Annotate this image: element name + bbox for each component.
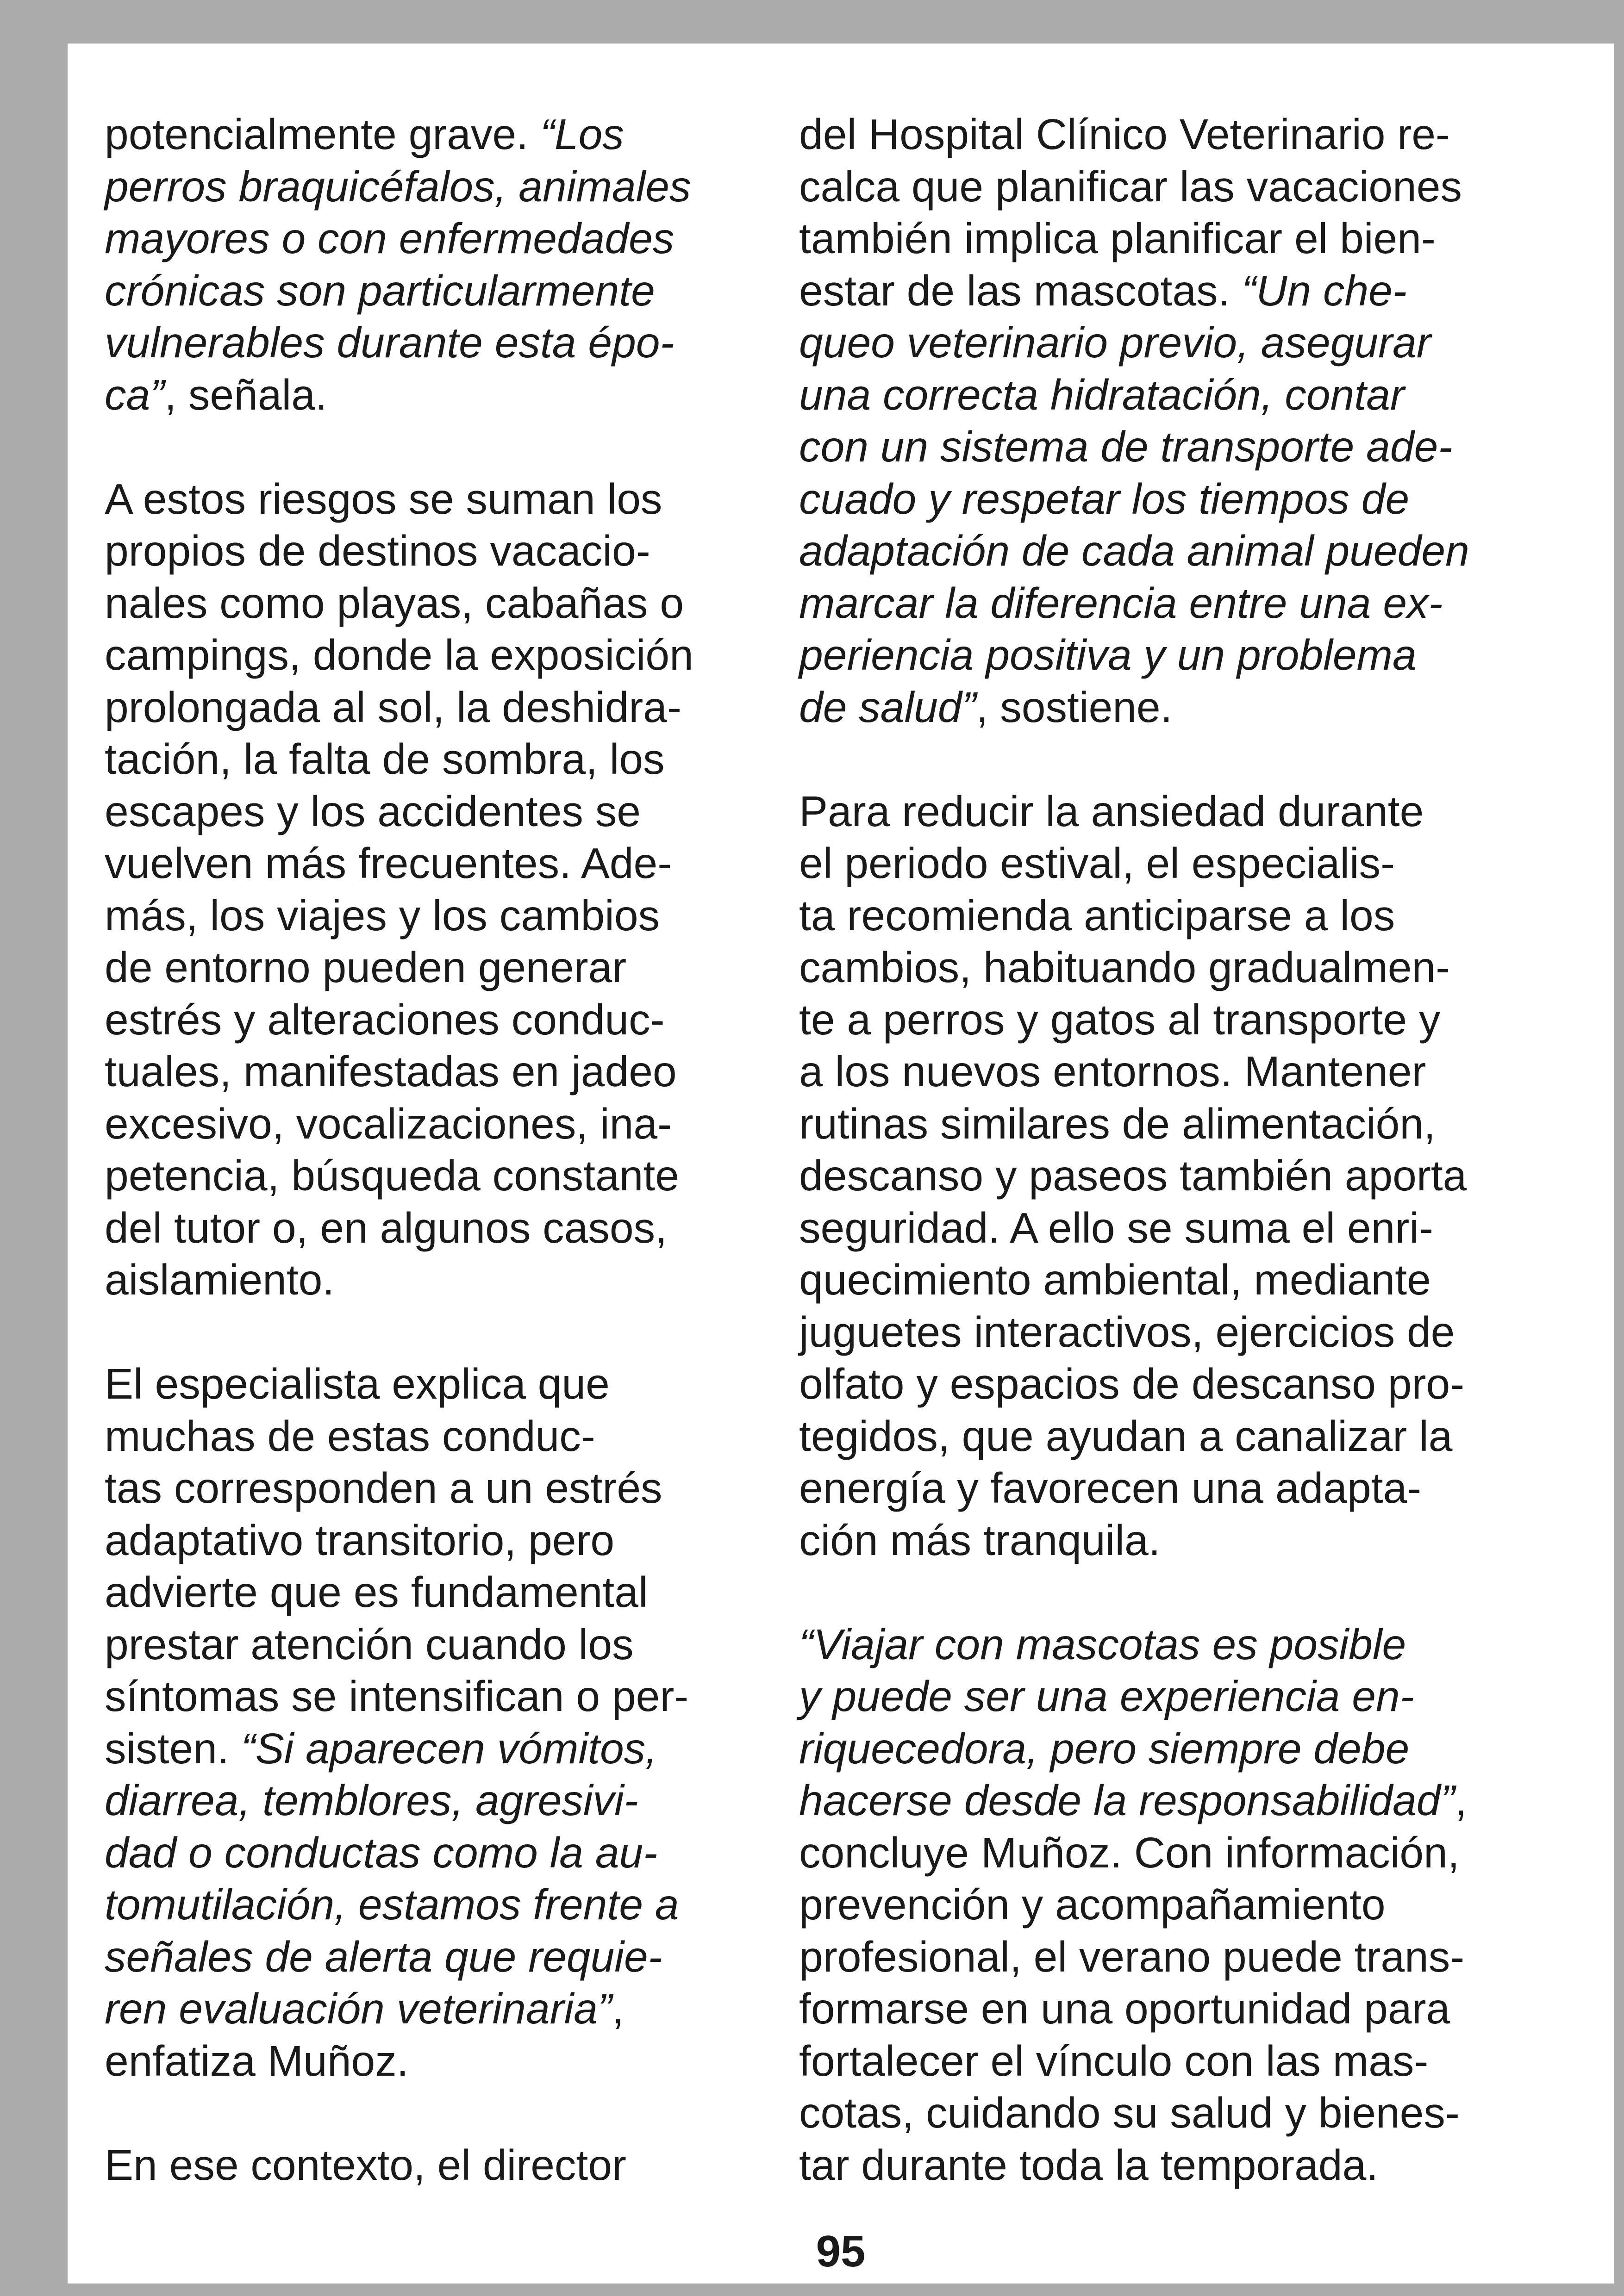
text-line [799,1879,1558,1931]
text-line [105,1774,771,1827]
text-line [105,941,771,994]
text-run: ta recomienda anticiparse a los [799,891,1395,940]
text-line [799,890,1558,942]
text-line [799,577,1558,629]
text-run: seguridad. A ello se suma el enri- [799,1203,1433,1252]
text-run: cambios, habituando gradualmen- [799,943,1450,991]
text-line [799,785,1558,838]
text-run: prestar atención cuando los [105,1620,634,1668]
text-run: más, los viajes y los cambios [105,891,660,940]
text-line [105,161,771,213]
text-line [105,1827,771,1879]
text-run: nales como playas, cabañas o [105,579,684,627]
text-line [799,421,1558,473]
paragraph [799,108,1558,733]
text-line [105,1254,771,1306]
text-run: juguetes interactivos, ejercicios de [799,1307,1455,1356]
italic-quote-run: adaptación de cada animal pueden [799,527,1469,575]
text-line [799,265,1558,317]
text-line [799,1670,1558,1723]
text-run: energía y favorecen una adapta- [799,1464,1422,1512]
text-run: tación, la falta de sombra, los [105,735,665,783]
text-line [105,1514,771,1567]
text-line [799,525,1558,577]
text-run: , [612,1985,624,2033]
text-line [105,1462,771,1514]
italic-quote-run: “Si aparecen vómitos, [241,1724,658,1773]
text-line [105,1358,771,1410]
text-line [799,1358,1558,1410]
text-run: de entorno pueden generar [105,943,627,991]
text-run: , sostiene. [976,683,1173,731]
text-line [799,161,1558,213]
paragraph [799,1618,1558,2191]
text-line [105,317,771,369]
page-number: 95 [816,2227,866,2276]
text-run: , señala. [164,370,327,419]
italic-quote-run: señales de alerta que requie- [105,1932,662,1981]
italic-quote-run: hacerse desde la responsabilidad” [799,1776,1455,1824]
text-line [105,1723,771,1775]
italic-quote-run: crónicas son particularmente [105,266,655,315]
text-line [799,941,1558,994]
text-run: síntomas se intensifican o per- [105,1672,689,1720]
text-line [105,890,771,942]
text-line [105,1098,771,1150]
text-line [105,108,771,161]
text-line [105,1045,771,1098]
text-run: A estos riesgos se suman los [105,474,662,523]
text-line [105,212,771,265]
text-run: advierte que es fundamental [105,1568,648,1616]
text-line [799,473,1558,525]
left-text-column [105,108,771,2243]
document-page [68,44,1614,2284]
text-line [105,1150,771,1202]
text-line [105,369,771,421]
text-run: El especialista explica que [105,1360,610,1408]
text-run: descanso y paseos también aporta [799,1151,1467,1200]
text-run: quecimiento ambiental, mediante [799,1256,1431,1304]
text-run: potencialmente grave. [105,110,540,158]
text-line [799,1462,1558,1514]
text-line [799,1514,1558,1567]
text-run: tegidos, que ayudan a canalizar la [799,1412,1453,1460]
italic-quote-run: vulnerables durante esta épo- [105,318,675,367]
text-line [799,369,1558,421]
text-run: profesional, el verano puede trans- [799,1932,1465,1981]
text-run: prolongada al sol, la deshidra- [105,683,681,731]
text-line [799,212,1558,265]
text-run: estar de las mascotas. [799,266,1242,315]
text-run: sisten. [105,1724,241,1773]
text-run: también implica planificar el bien- [799,214,1436,262]
text-line [105,1566,771,1618]
paragraph [105,2139,771,2191]
italic-quote-run: queo veterinario previo, asegurar [799,318,1431,367]
text-line [105,1983,771,2035]
text-run: enfatiza Muñoz. [105,2036,409,2085]
text-line [105,1670,771,1723]
text-line [799,1045,1558,1098]
text-line [105,1410,771,1462]
text-line [799,1410,1558,1462]
text-run: a los nuevos entornos. Mantener [799,1047,1426,1095]
text-line [105,837,771,890]
text-line [105,1202,771,1254]
text-run: concluye Muñoz. Con información, [799,1828,1460,1877]
text-line [799,1774,1558,1827]
text-run: aislamiento. [105,1256,335,1304]
text-run: adaptativo transitorio, pero [105,1516,615,1564]
text-line [799,108,1558,161]
text-line [105,265,771,317]
text-run: cotas, cuidando su salud y bienes- [799,2089,1460,2137]
text-run: tas corresponden a un estrés [105,1464,662,1512]
text-line [799,1827,1558,1879]
text-run: ción más tranquila. [799,1516,1161,1564]
text-line [105,577,771,629]
text-line [799,1983,1558,2035]
italic-quote-run: tomutilación, estamos frente a [105,1880,679,1929]
text-run: campings, donde la exposición [105,631,693,679]
italic-quote-run: cuado y respetar los tiempos de [799,474,1410,523]
text-run: En ese contexto, el director [105,2140,626,2189]
text-run: muchas de estas conduc- [105,1412,595,1460]
text-run: estrés y alteraciones conduc- [105,995,665,1044]
text-run: escapes y los accidentes se [105,787,641,835]
text-run: fortalecer el vínculo con las mas- [799,2036,1429,2085]
text-run: formarse en una oportunidad para [799,1985,1450,2033]
italic-quote-run: “Los [540,110,624,158]
text-run: petencia, búsqueda constante [105,1151,679,1200]
text-run: del tutor o, en algunos casos, [105,1203,667,1252]
paragraph [799,785,1558,1567]
text-line [799,1306,1558,1358]
italic-quote-run: una correcta hidratación, contar [799,370,1405,419]
text-line [799,1723,1558,1775]
italic-quote-run: con un sistema de transporte ade- [799,423,1453,471]
text-line [799,837,1558,890]
italic-quote-run: y puede ser una experiencia en- [799,1672,1414,1720]
italic-quote-run: dad o conductas como la au- [105,1828,658,1877]
right-text-column [799,108,1558,2243]
text-line [105,994,771,1046]
italic-quote-run: “Viajar con mascotas es posible [799,1620,1406,1668]
text-line [105,629,771,681]
text-line [799,1254,1558,1306]
italic-quote-run: diarrea, temblores, agresivi- [105,1776,638,1824]
text-line [799,629,1558,681]
text-line [799,2087,1558,2139]
text-line [105,733,771,785]
paragraph [105,473,771,1306]
text-line [105,473,771,525]
text-line [799,1098,1558,1150]
text-line [799,1150,1558,1202]
text-line [799,994,1558,1046]
text-run: prevención y acompañamiento [799,1880,1386,1929]
text-run: , [1455,1776,1467,1824]
text-line [105,525,771,577]
italic-quote-run: ca” [105,370,165,419]
text-run: tar durante toda la temporada. [799,2140,1379,2189]
text-line [105,2035,771,2087]
paragraph [105,108,771,421]
text-run: el periodo estival, el especialis- [799,839,1395,887]
text-run: calca que planificar las vacaciones [799,162,1462,211]
text-line [799,1931,1558,1983]
text-line [799,2035,1558,2087]
text-run: del Hospital Clínico Veterinario re- [799,110,1450,158]
italic-quote-run: “Un che- [1242,266,1407,315]
text-line [799,681,1558,734]
text-line [105,785,771,838]
text-line [799,1202,1558,1254]
italic-quote-run: perros braquicéfalos, animales [105,162,691,211]
italic-quote-run: marcar la diferencia entre una ex- [799,579,1443,627]
text-run: te a perros y gatos al transporte y [799,995,1441,1044]
text-run: rutinas similares de alimentación, [799,1099,1436,1148]
text-line [105,681,771,734]
italic-quote-run: ren evaluación veterinaria” [105,1985,612,2033]
text-run: Para reducir la ansiedad durante [799,787,1424,835]
text-line [799,2139,1558,2191]
italic-quote-run: periencia positiva y un problema [799,631,1417,679]
text-line [799,317,1558,369]
text-line [105,1618,771,1671]
text-run: excesivo, vocalizaciones, ina- [105,1099,672,1148]
italic-quote-run: mayores o con enfermedades [105,214,675,262]
text-run: olfato y espacios de descanso pro- [799,1360,1465,1408]
italic-quote-run: de salud” [799,683,976,731]
italic-quote-run: riquecedora, pero siempre debe [799,1724,1410,1773]
text-run: vuelven más frecuentes. Ade- [105,839,672,887]
text-run: tuales, manifestadas en jadeo [105,1047,677,1095]
paragraph [105,1358,771,2087]
text-line [799,1618,1558,1671]
text-line [105,2139,771,2191]
text-line [105,1931,771,1983]
text-line [105,1879,771,1931]
text-run: propios de destinos vacacio- [105,527,650,575]
